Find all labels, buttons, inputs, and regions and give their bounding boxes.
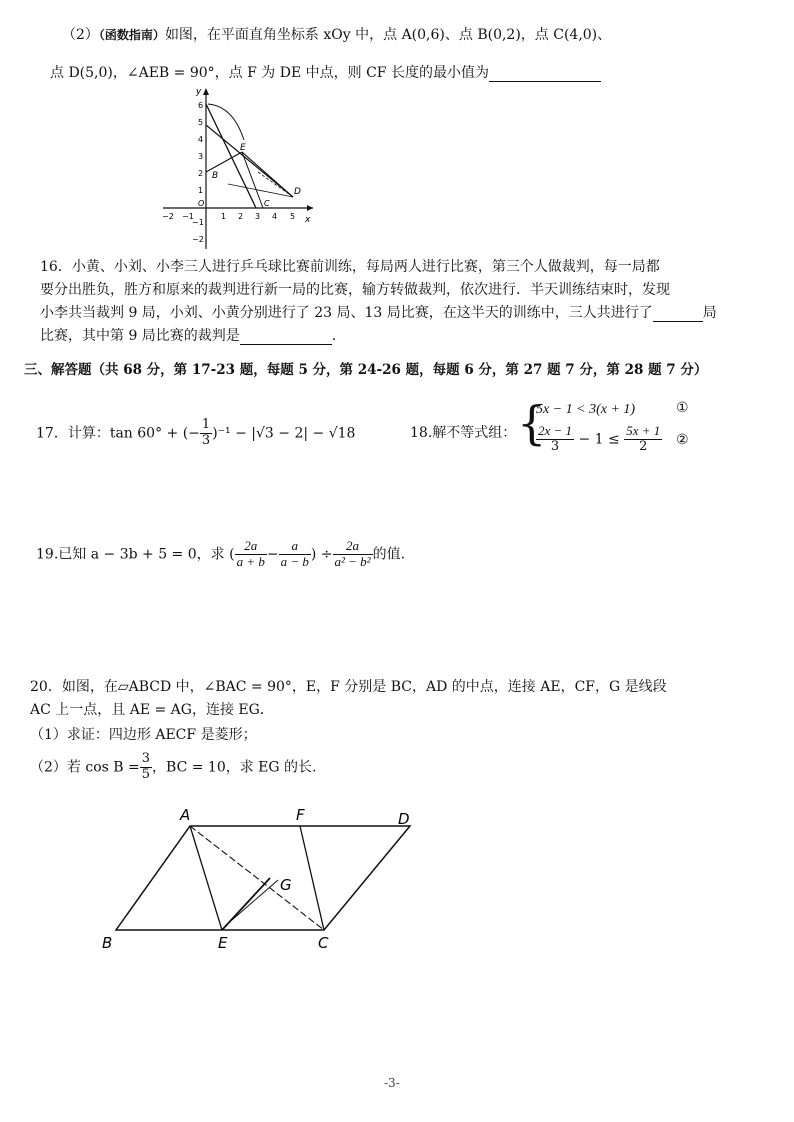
q20-line1: 20．如图，在▱ABCD 中，∠BAC = 90°，E，F 分别是 BC，AD 的中点，连接 AE，CF，G 是线段 (30, 679, 667, 695)
x-tick: −1 (182, 212, 194, 221)
y-tick: −2 (192, 235, 204, 244)
helper-stroke (232, 880, 278, 920)
q17: 17．计算：tan 60° + (− $\frac{1}{3}$ )⁻¹ − |√3 − 2| − √18 (36, 417, 356, 448)
answer-blank-referee[interactable] (240, 328, 332, 345)
answer-blank-cf[interactable] (489, 65, 601, 82)
x-tick: 1 (221, 212, 227, 221)
q18-inequality-1: 5x − 1 < 3(x + 1) (536, 402, 636, 417)
circle-arc (208, 104, 244, 140)
x-tick: 4 (272, 212, 278, 221)
line-ac (206, 104, 256, 208)
page-number: -3- (384, 1076, 400, 1090)
point-d-label: D (294, 187, 301, 197)
segment-eg (222, 878, 270, 930)
point-c-label: C (264, 199, 270, 208)
q20-part1: （1）求证：四边形 AECF 是菱形； (30, 727, 257, 743)
x-axis-arrow (307, 205, 313, 211)
y-tick: −1 (192, 218, 204, 227)
point-c-label: C (318, 934, 329, 952)
segment-ed (242, 152, 293, 197)
q16-line1: 16．小黄、小刘、小李三人进行乒乓球比赛前训练，每局两人进行比赛，第三个人做裁判，每一局都 (40, 259, 660, 275)
origin-label: O (198, 199, 205, 208)
point-e-label: E (218, 934, 228, 952)
point-b-label: B (212, 171, 219, 181)
parallelogram-abcd (116, 826, 410, 930)
y-tick: 5 (198, 118, 204, 127)
q18-label: 18.解不等式组： (410, 425, 517, 441)
point-a-label: A (180, 806, 191, 824)
section-three-title: 三、解答题（共 68 分，第 17-23 题，每题 5 分，第 24-26 题，每题 6 分，第 27 题 7 分，第 28 题 7 分） (24, 362, 708, 378)
point-f-label: F (296, 806, 305, 824)
q18-mark-2: ② (676, 432, 689, 448)
q20-line2: AC 上一点，且 AE = AG，连接 EG． (30, 702, 274, 718)
x-tick: 3 (255, 212, 261, 221)
x-axis-label: x (305, 215, 311, 225)
y-tick: 1 (198, 186, 204, 195)
parallelogram-figure (100, 800, 430, 960)
y-tick: 4 (198, 135, 204, 144)
y-tick: 3 (198, 152, 204, 161)
y-tick: 6 (198, 101, 204, 110)
coordinate-graph (158, 84, 318, 254)
x-tick: 2 (238, 212, 244, 221)
q15-line2: 点 D(5,0)，∠AEB = 90°，点 F 为 DE 中点，则 CF 长度的最小值为 (50, 62, 601, 82)
y-axis-label: y (196, 87, 202, 97)
point-e-label: E (240, 143, 246, 153)
q15-line1: （2）（函数指南）如图，在平面直角坐标系 xOy 中，点 A(0,6)、点 B(0,2)，点 C(4,0)、 (62, 27, 612, 43)
point-g-label: G (280, 876, 292, 894)
y-tick: 2 (198, 169, 204, 178)
q16-line2: 要分出胜负，胜方和原来的裁判进行新一局的比赛，输方转做裁判，依次进行．半天训练结束时，发现 (40, 282, 670, 298)
system-brace: { (517, 396, 547, 450)
y-axis-arrow (203, 88, 209, 95)
q18-mark-1: ① (676, 400, 689, 416)
point-d-label: D (398, 810, 410, 828)
answer-blank-games[interactable] (653, 305, 703, 322)
q16-line4: 比赛，其中第 9 局比赛的裁判是 ． (40, 328, 346, 344)
x-tick: 5 (290, 212, 296, 221)
q20-part2: （2）若 cos B = $\frac{3}{5}$ ，BC = 10，求 EG 的长. (30, 751, 317, 782)
point-b-label: B (102, 934, 113, 952)
q19: 19.已知 a − 3b + 5 = 0，求 ( $\frac{2a}{a + b}$ − $\frac{a}{a - b}$ ) ÷ $\frac{2a}{\text{a² − b²}}$ 的值. (36, 538, 406, 569)
x-tick: −2 (162, 212, 174, 221)
segment-ae (190, 826, 222, 930)
q16-line3: 小李共当裁判 9 局，小刘、小黄分别进行了 23 局、13 局比赛，在这半天的训练中，三人共进行了 局 (40, 305, 717, 321)
q18-inequality-2: $\frac{2x - 1}{3}$ − 1 ≤ $\frac{5x + 1}{2}$ (538, 423, 661, 454)
